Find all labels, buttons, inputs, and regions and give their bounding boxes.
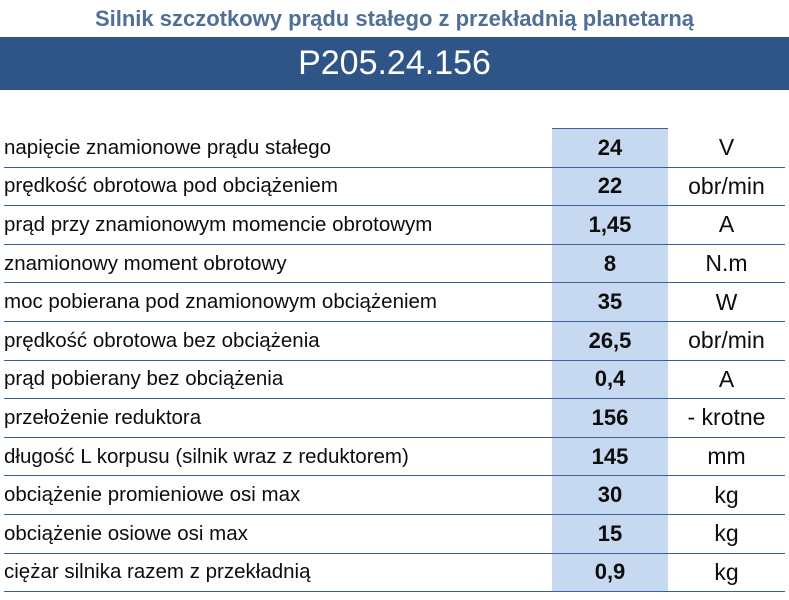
spec-value: 0,4 [552,360,668,399]
spec-label: długość L korpusu (silnik wraz z reduktorem) [4,437,552,476]
spec-unit: mm [668,437,785,476]
table-row [4,206,785,245]
spec-label: obciążenie osiowe osi max [4,514,552,553]
spec-unit: obr/min [668,167,785,206]
table-row [4,399,785,438]
spec-unit: V [668,129,785,168]
spec-value: 156 [552,399,668,438]
table-row [4,244,785,283]
table-row [4,514,785,553]
spec-value: 26,5 [552,321,668,360]
spec-unit: kg [668,553,785,592]
spec-value: 35 [552,283,668,322]
spec-label: prąd przy znamionowym momencie obrotowym [4,206,552,245]
table-row [4,553,785,592]
spec-value: 8 [552,244,668,283]
spec-value: 15 [552,514,668,553]
spec-label: znamionowy moment obrotowy [4,244,552,283]
spec-value: 0,9 [552,553,668,592]
spec-unit: A [668,360,785,399]
spec-unit: - krotne [668,399,785,438]
spec-unit: obr/min [668,321,785,360]
spec-value: 145 [552,437,668,476]
table-row [4,321,785,360]
spec-unit: kg [668,476,785,515]
spec-label: moc pobierana pod znamionowym obciążeniem [4,283,552,322]
table-row [4,129,785,168]
page-title: Silnik szczotkowy prądu stałego z przekładnią planetarną [0,0,789,37]
spec-label: prędkość obrotowa bez obciążenia [4,321,552,360]
spec-value: 30 [552,476,668,515]
spec-label: prędkość obrotowa pod obciążeniem [4,167,552,206]
spec-unit: kg [668,514,785,553]
model-code-banner: P205.24.156 [0,37,789,90]
spec-label: przełożenie reduktora [4,399,552,438]
table-row [4,476,785,515]
spec-label: napięcie znamionowe prądu stałego [4,129,552,168]
table-row [4,167,785,206]
spec-unit: N.m [668,244,785,283]
spec-unit: W [668,283,785,322]
table-row [4,283,785,322]
spec-unit: A [668,206,785,245]
spec-label: prąd pobierany bez obciążenia [4,360,552,399]
table-row [4,360,785,399]
spec-value: 1,45 [552,206,668,245]
table-row [4,437,785,476]
spec-label: ciężar silnika razem z przekładnią [4,553,552,592]
spec-table [4,128,785,592]
spec-value: 24 [552,129,668,168]
spec-value: 22 [552,167,668,206]
spec-label: obciążenie promieniowe osi max [4,476,552,515]
